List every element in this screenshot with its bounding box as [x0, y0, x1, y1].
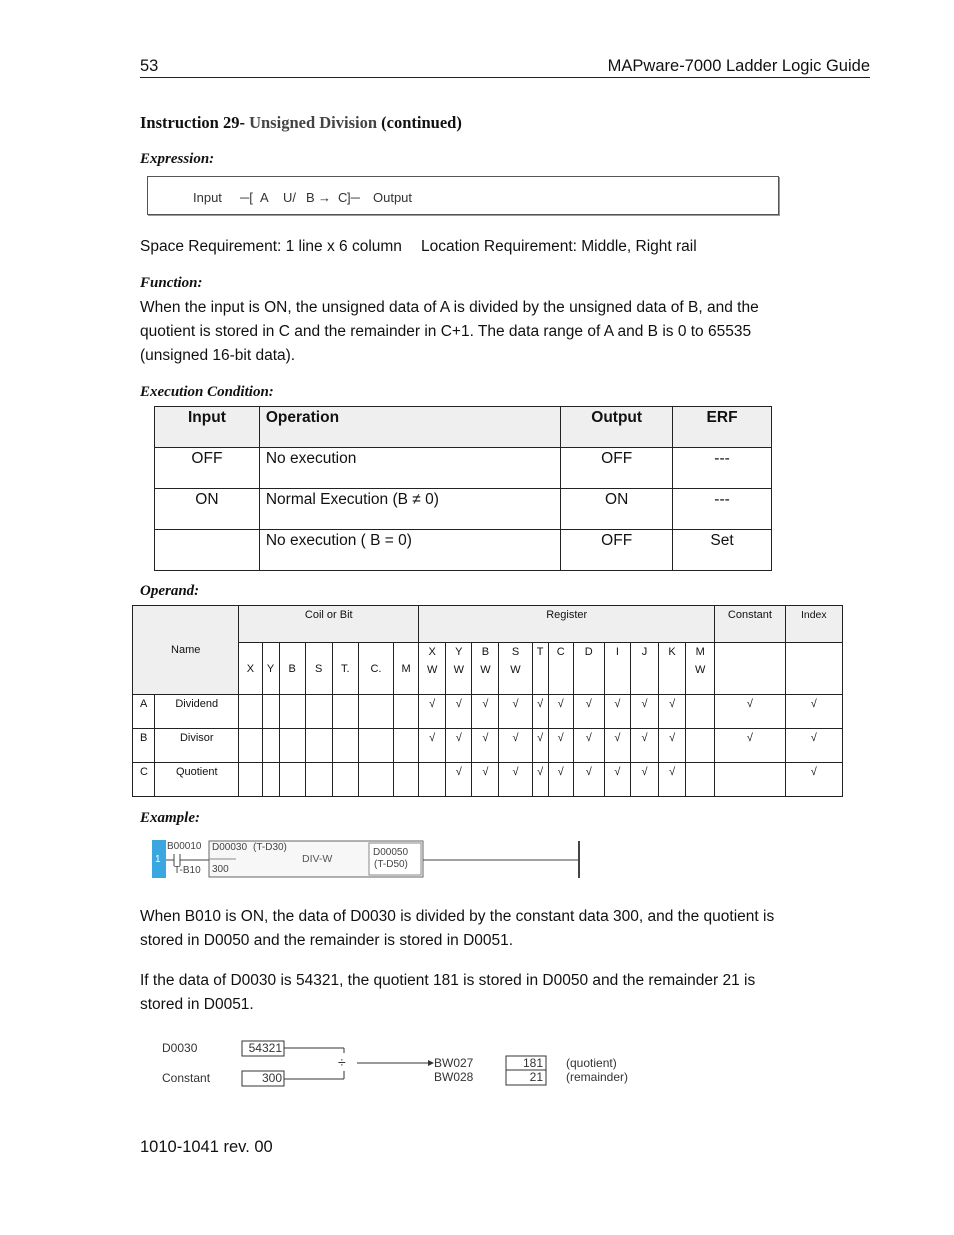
- coil-cell: [394, 695, 419, 729]
- expr-open: ─[: [240, 190, 253, 205]
- check-cell: √: [419, 729, 446, 763]
- register-col-header: [630, 643, 658, 695]
- expression-label: Expression:: [140, 151, 215, 167]
- coil-cell: [394, 729, 419, 763]
- check-cell: √: [604, 695, 630, 729]
- operand-id: B: [133, 729, 155, 763]
- register-col-header-part: C: [556, 646, 565, 658]
- check-cell: √: [630, 695, 658, 729]
- operand-id: C: [133, 763, 155, 797]
- execution-table: [154, 406, 772, 571]
- coil-col-header: Y: [262, 643, 279, 695]
- register-col-header: [573, 643, 604, 695]
- coil-cell: [305, 763, 332, 797]
- cell-input: [155, 530, 260, 571]
- check-cell: √: [446, 729, 472, 763]
- register-col-header: [548, 643, 573, 695]
- table-row: [155, 489, 772, 530]
- operand-name: Quotient: [155, 763, 239, 797]
- expression-box: [147, 176, 779, 215]
- coil-col-header: S: [305, 643, 332, 695]
- operand-label: Operand:: [140, 583, 200, 599]
- example-label: Example:: [140, 810, 200, 826]
- coil-cell: [358, 729, 393, 763]
- check-cell: √: [419, 695, 446, 729]
- coil-cell: [305, 729, 332, 763]
- coil-cell: [332, 763, 358, 797]
- dest-tag: (T-D50): [374, 859, 408, 870]
- check-cell: √: [659, 695, 686, 729]
- coil-cell: [394, 763, 419, 797]
- operand-b: 300: [212, 864, 229, 875]
- cell-operation: No execution ( B = 0): [259, 530, 560, 571]
- operand-column-row: [133, 643, 843, 695]
- table-row: [155, 530, 772, 571]
- register-cell: [686, 729, 715, 763]
- contact-tag: T-B10: [174, 865, 201, 876]
- expr-b: B: [306, 190, 315, 205]
- diagram-label-d0030: D0030: [162, 1041, 198, 1055]
- coil-cell: [239, 695, 262, 729]
- group-index: Index: [785, 606, 842, 643]
- operand-a-tag: (T-D30): [253, 842, 287, 853]
- coil-cell: [332, 729, 358, 763]
- coil-cell: [305, 695, 332, 729]
- register-col-header-part: S: [511, 646, 520, 658]
- register-col-header: [659, 643, 686, 695]
- expr-arrow: →: [318, 190, 331, 205]
- register-col-header-part: W: [695, 664, 706, 676]
- check-cell: √: [548, 729, 573, 763]
- register-col-header: [499, 643, 532, 695]
- group-constant: Constant: [715, 606, 785, 643]
- check-cell: √: [659, 729, 686, 763]
- check-cell: √: [472, 695, 499, 729]
- example-paragraph-2: If the data of D0030 is 54321, the quotient 181 is stored in D0050 and the remainder 21 is stored in D0051.: [140, 972, 756, 1013]
- check-cell: √: [446, 763, 472, 797]
- diagram-result-remainder: 21: [529, 1070, 543, 1084]
- check-cell: √: [630, 729, 658, 763]
- register-col-header: [472, 643, 499, 695]
- cell-input: ON: [155, 489, 260, 530]
- dest-operand: D00050: [373, 847, 409, 858]
- document-title: MAPware-7000 Ladder Logic Guide: [607, 57, 870, 75]
- check-cell: √: [446, 695, 472, 729]
- register-col-header-part: W: [426, 664, 438, 676]
- check-cell: √: [573, 763, 604, 797]
- coil-cell: [239, 763, 262, 797]
- name-header: Name: [133, 606, 239, 695]
- instruction-name: DIV-W: [302, 853, 333, 865]
- coil-cell: [358, 695, 393, 729]
- function-label: Function:: [140, 275, 203, 291]
- coil-col-header: C.: [358, 643, 393, 695]
- table-row: [133, 763, 843, 797]
- diagram-label-constant: Constant: [162, 1071, 211, 1085]
- register-col-header-part: W: [510, 664, 521, 676]
- cell-output: OFF: [561, 448, 673, 489]
- coil-cell: [262, 729, 279, 763]
- register-cell: [419, 763, 446, 797]
- expr-a: A: [260, 190, 269, 205]
- space-requirement: Space Requirement: 1 line x 6 column: [140, 238, 402, 255]
- check-cell: √: [499, 695, 532, 729]
- check-cell: √: [532, 695, 548, 729]
- division-diagram: [150, 1035, 650, 1095]
- coil-cell: [279, 763, 305, 797]
- operand-a: D00030: [212, 842, 248, 853]
- table-row: [155, 448, 772, 489]
- check-cell: √: [630, 763, 658, 797]
- expr-output: Output: [373, 190, 413, 205]
- register-col-header: [532, 643, 548, 695]
- coil-cell: [279, 729, 305, 763]
- diagram-note-remainder: (remainder): [566, 1070, 629, 1084]
- cell-erf: ---: [673, 448, 772, 489]
- register-col-header-part: X: [428, 646, 436, 658]
- coil-col-header: M: [394, 643, 419, 695]
- coil-col-header: T.: [332, 643, 358, 695]
- execution-label: Execution Condition:: [140, 384, 274, 400]
- operand-name: Divisor: [155, 729, 239, 763]
- expr-input: Input: [193, 190, 222, 205]
- location-requirement: Location Requirement: Middle, Right rail: [421, 238, 697, 255]
- check-cell: √: [472, 729, 499, 763]
- constant-check-cell: √: [715, 695, 785, 729]
- coil-cell: [358, 763, 393, 797]
- index-check-cell: √: [785, 729, 842, 763]
- cell-erf: Set: [673, 530, 772, 571]
- check-cell: √: [548, 763, 573, 797]
- diagram-result-quotient: 181: [522, 1056, 543, 1070]
- register-col-header-part: T: [536, 646, 544, 658]
- coil-col-header: B: [279, 643, 305, 695]
- page-number: 53: [140, 57, 159, 75]
- table-row: [133, 695, 843, 729]
- register-col-header-part: B: [481, 646, 490, 658]
- check-cell: √: [604, 763, 630, 797]
- cell-operation: Normal Execution (B ≠ 0): [259, 489, 560, 530]
- check-cell: √: [499, 729, 532, 763]
- header-output: Output: [561, 407, 673, 448]
- register-cell: [686, 695, 715, 729]
- coil-cell: [332, 695, 358, 729]
- execution-header-row: [155, 407, 772, 448]
- register-col-header: [419, 643, 446, 695]
- check-cell: √: [532, 763, 548, 797]
- register-col-header-part: J: [641, 646, 648, 658]
- register-col-header-part: W: [480, 664, 491, 676]
- group-coil-or-bit: Coil or Bit: [239, 606, 419, 643]
- cell-output: OFF: [561, 530, 673, 571]
- coil-cell: [262, 695, 279, 729]
- check-cell: √: [659, 763, 686, 797]
- check-cell: √: [573, 695, 604, 729]
- constant-cell: [715, 763, 785, 797]
- check-cell: √: [573, 729, 604, 763]
- check-cell: √: [499, 763, 532, 797]
- operand-group-row: [133, 606, 843, 643]
- diagram-value-54321: 54321: [248, 1041, 282, 1055]
- coil-cell: [239, 729, 262, 763]
- constant-col-blank: [715, 643, 785, 695]
- group-register: Register: [419, 606, 715, 643]
- register-col-header: [604, 643, 630, 695]
- register-col-header: [686, 643, 715, 695]
- expr-op: U/: [283, 190, 296, 205]
- cell-operation: No execution: [259, 448, 560, 489]
- rung-number: 1: [155, 854, 161, 865]
- register-col-header-part: Y: [455, 646, 463, 658]
- constant-check-cell: √: [715, 729, 785, 763]
- coil-cell: [262, 763, 279, 797]
- register-col-header-part: M: [695, 646, 705, 658]
- function-text: When the input is ON, the unsigned data of A is divided by the unsigned data of B, and the quotient is stored in C and the remainder in C+1. The data range of A and B is 0 to 65535 (unsigned 16-bit data).: [140, 299, 759, 364]
- heading-name: Unsigned Division: [249, 113, 378, 132]
- operand-id: A: [133, 695, 155, 729]
- index-check-cell: √: [785, 695, 842, 729]
- coil-cell: [279, 695, 305, 729]
- check-cell: √: [532, 729, 548, 763]
- check-cell: √: [472, 763, 499, 797]
- expr-c: C: [338, 190, 348, 205]
- index-col-blank: [785, 643, 842, 695]
- header-input: Input: [155, 407, 260, 448]
- cell-output: ON: [561, 489, 673, 530]
- register-col-header-part: D: [584, 646, 593, 658]
- register-col-header: [446, 643, 472, 695]
- page-footer: 1010-1041 rev. 00: [140, 1138, 273, 1156]
- register-col-header-part: W: [453, 664, 464, 676]
- diagram-dest-bw027: BW027: [434, 1056, 474, 1070]
- header-operation: Operation: [259, 407, 560, 448]
- heading-suffix: (continued): [381, 113, 462, 132]
- diagram-dest-bw028: BW028: [434, 1070, 474, 1084]
- cell-erf: ---: [673, 489, 772, 530]
- divide-icon: ÷: [338, 1054, 346, 1070]
- check-cell: √: [604, 729, 630, 763]
- table-row: [133, 729, 843, 763]
- register-col-header-part: I: [615, 646, 619, 658]
- cell-input: OFF: [155, 448, 260, 489]
- page-header: [140, 56, 870, 78]
- header-erf: ERF: [673, 407, 772, 448]
- operand-name: Dividend: [155, 695, 239, 729]
- coil-col-header: X: [239, 643, 262, 695]
- heading-prefix: Instruction 29-: [140, 113, 245, 132]
- register-cell: [686, 763, 715, 797]
- example-paragraph-1: When B010 is ON, the data of D0030 is divided by the constant data 300, and the quotient is stored in D0050 and the remainder is stored in D0051.: [140, 908, 775, 949]
- expr-close: ]─: [347, 190, 360, 205]
- diagram-note-quotient: (quotient): [566, 1056, 617, 1070]
- section-heading: [140, 113, 462, 133]
- ladder-example: [152, 840, 584, 880]
- diagram-value-300: 300: [261, 1071, 282, 1085]
- check-cell: √: [548, 695, 573, 729]
- operand-table: [132, 605, 843, 797]
- index-check-cell: √: [785, 763, 842, 797]
- register-col-header-part: K: [668, 646, 676, 658]
- contact-address: B00010: [167, 841, 202, 852]
